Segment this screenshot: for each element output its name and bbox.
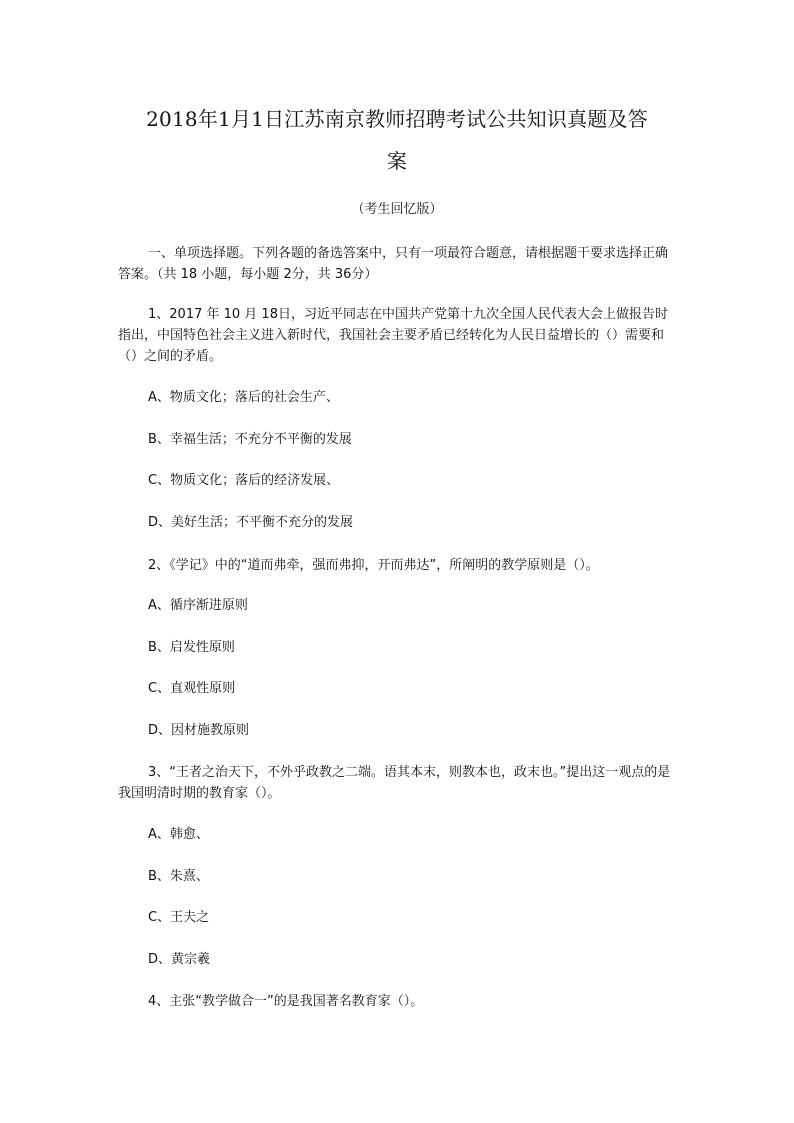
question-3-option-c: C、王夫之 bbox=[148, 910, 210, 925]
question-1-stem: 1、2017 年 10 月 18日，习近平同志在中国共产党第十九次全国人民代表大会上做报告时指出，中国特色社会主义进入新时代，我国社会主要矛盾已经转化为人民日益增长的（）需要和（）之间的矛盾。 bbox=[118, 307, 668, 364]
question-1-option-b: B、幸福生活；不充分不平衡的发展 bbox=[148, 432, 352, 447]
document-title-line-2: 案 bbox=[386, 149, 408, 173]
question-1-option-c: C、物质文化；落后的经济发展、 bbox=[148, 473, 340, 488]
question-1-option-d: D、美好生活；不平衡不充分的发展 bbox=[148, 515, 354, 530]
question-2-stem: 2、《学记》中的“道而弗牵，强而弗抑，开而弗达”，所阐明的教学原则是（）。 bbox=[148, 558, 599, 573]
question-3-option-d: D、黄宗羲 bbox=[148, 952, 211, 967]
question-2-option-c: C、直观性原则 bbox=[148, 681, 236, 696]
section-intro: 一、单项选择题。下列各题的备选答案中，只有一项最符合题意，请根据题干要求选择正确答案。（共 18 小题，每小题 2分，共 36分） bbox=[118, 246, 669, 282]
question-2-option-d: D、因材施教原则 bbox=[148, 723, 250, 738]
document-subtitle: （考生回忆版） bbox=[351, 202, 443, 217]
question-4-stem: 4、主张“教学做合一”的是我国著名教育家（）。 bbox=[148, 994, 424, 1009]
question-1-option-a: A、物质文化；落后的社会生产、 bbox=[148, 390, 339, 405]
question-2-option-a: A、循序渐进原则 bbox=[148, 598, 248, 613]
document-title-line-1: 2018年1月1日江苏南京教师招聘考试公共知识真题及答 bbox=[146, 107, 648, 131]
question-2-option-b: B、启发性原则 bbox=[148, 640, 235, 655]
question-3-option-b: B、朱熹、 bbox=[148, 869, 209, 884]
question-3-option-a: A、韩愈、 bbox=[148, 827, 209, 842]
question-3-stem: 3、“王者之治天下，不外乎政教之二端。语其本末，则教本也，政末也。”提出这一观点的是我国明清时期的教育家（）。 bbox=[118, 765, 671, 801]
